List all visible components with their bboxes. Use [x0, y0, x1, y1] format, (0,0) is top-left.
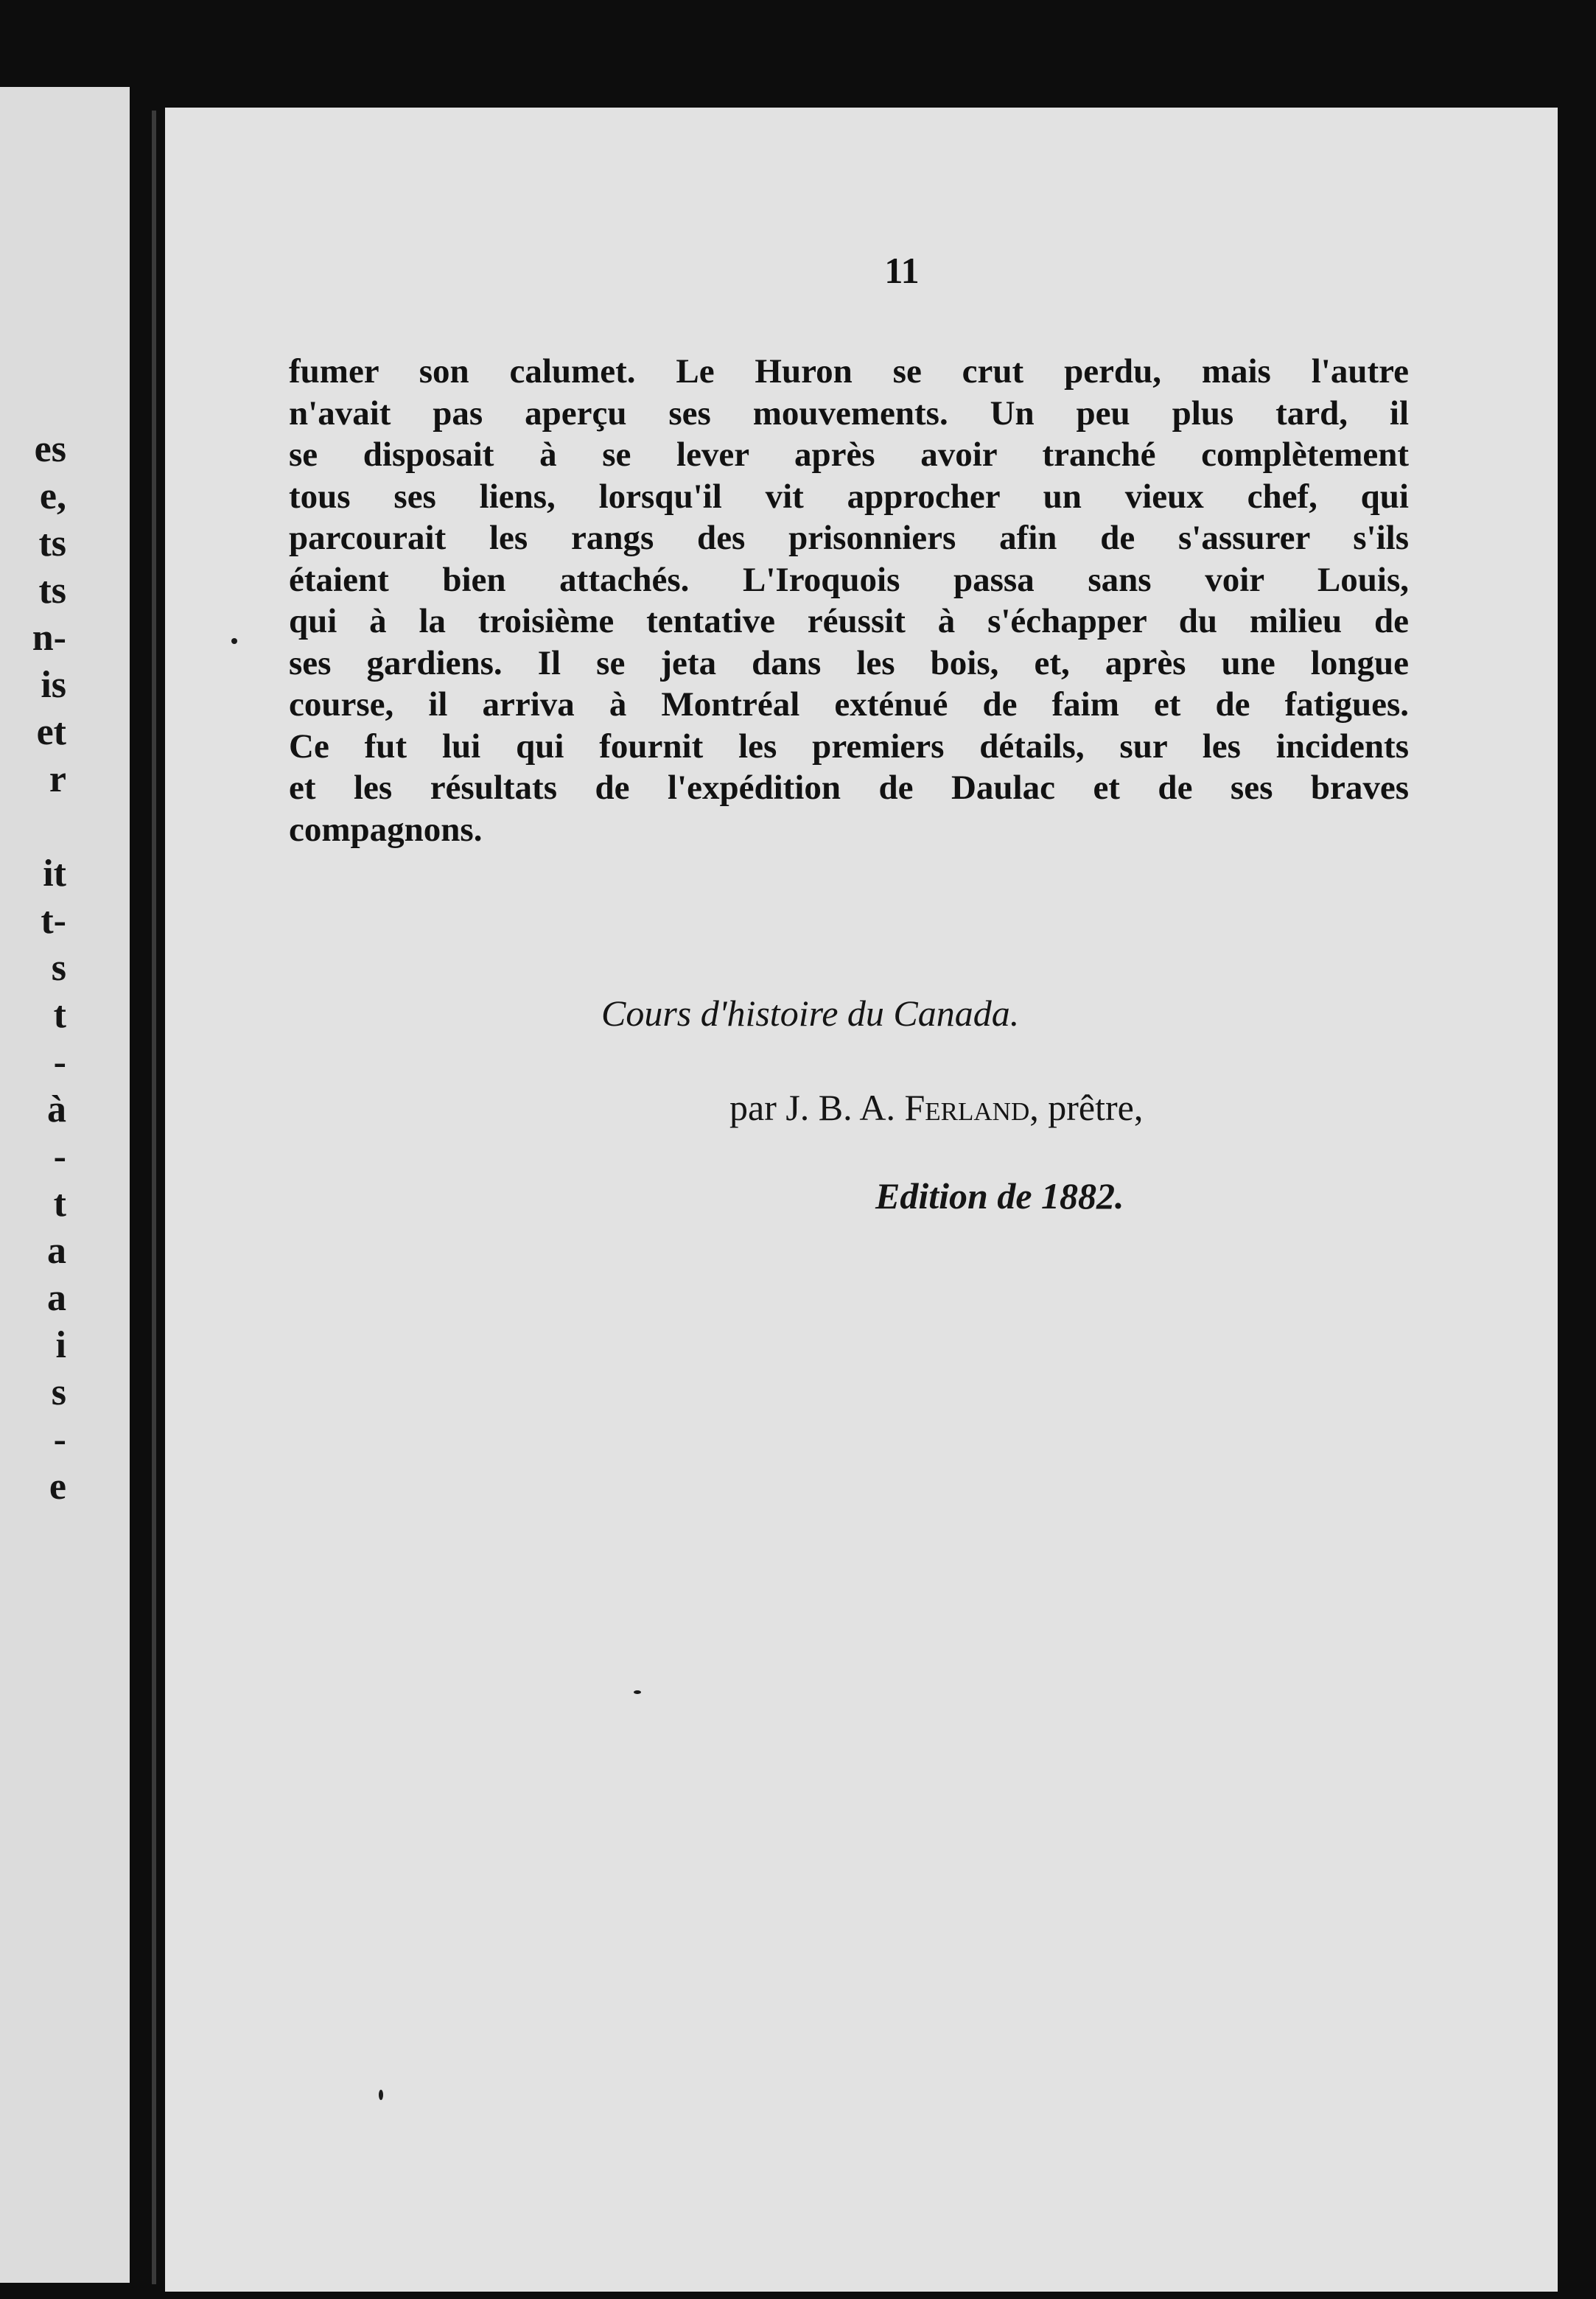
source-title: Cours d'histoire du Canada. [601, 993, 1020, 1034]
author-suffix: , prêtre, [1029, 1087, 1144, 1128]
body-line: étaient bien attachés. L'Iroquois passa sans voir Louis, [289, 560, 1409, 599]
body-line: se disposait à se lever après avoir tranché complètement [289, 435, 1409, 474]
body-line: parcourait les rangs des prisonniers afin de s'assurer s'ils [289, 519, 1409, 557]
scan-speck [379, 2090, 383, 2100]
left-page-fragment: et [36, 711, 66, 753]
page-number: 11 [884, 250, 920, 291]
left-page-fragment: i [55, 1324, 66, 1366]
body-line: course, il arriva à Montréal exténué de faim et de fatigues. [289, 685, 1409, 724]
author-name: Ferland [904, 1087, 1030, 1128]
body-line: Ce fut lui qui fournit les premiers détails, sur les incidents [289, 727, 1409, 766]
scan-speck [231, 638, 237, 644]
author-line [729, 1086, 1143, 1129]
scan-speck [634, 1690, 641, 1694]
left-page-fragment: r [49, 758, 66, 800]
left-page-fragment: e, [39, 475, 66, 517]
left-page-fragment: ts [38, 522, 66, 564]
left-page-fragment: a [47, 1277, 66, 1319]
left-page-fragment: - [53, 1041, 66, 1083]
body-line: tous ses liens, lorsqu'il vit approcher un vieux chef, qui [289, 477, 1409, 516]
body-line: compagnons. [289, 810, 483, 849]
left-page-fragment: es [34, 428, 66, 470]
body-line: ses gardiens. Il se jeta dans les bois, et, après une longue [289, 643, 1409, 682]
left-page-fragment: it [43, 853, 66, 895]
left-page-fragment: s [51, 947, 66, 989]
body-line: fumer son calumet. Le Huron se crut perdu, mais l'autre [289, 352, 1409, 391]
left-page-fragment: - [53, 1135, 66, 1178]
left-page-fragment: n- [32, 617, 66, 659]
left-page-fragment: ts [38, 570, 66, 612]
body-line: et les résultats de l'expédition de Daulac et de ses braves [289, 769, 1409, 807]
left-page-fragment: e [49, 1466, 66, 1508]
body-line: n'avait pas aperçu ses mouvements. Un peu plus tard, il [289, 393, 1409, 433]
left-page-fragment: a [47, 1230, 66, 1272]
left-page-fragment: t- [41, 900, 66, 942]
edition-line: Edition de 1882. [875, 1175, 1124, 1217]
left-page-fragment: à [47, 1088, 66, 1130]
left-page-fragment: t [53, 994, 66, 1036]
body-paragraph [289, 351, 1409, 850]
left-page-text-fragments [0, 426, 130, 1511]
author-prefix: par J. B. A. [729, 1087, 905, 1128]
left-page-fragment: s [51, 1371, 66, 1413]
gutter-shadow-line [152, 111, 156, 2284]
body-line: qui à la troisième tentative réussit à s'échapper du milieu de [289, 602, 1409, 640]
book-gutter [130, 66, 165, 2299]
left-facing-page [0, 87, 130, 2283]
left-page-fragment [0, 803, 130, 850]
left-page-fragment: - [53, 1418, 66, 1460]
left-page-fragment: is [41, 664, 66, 706]
left-page-fragment: t [53, 1183, 66, 1225]
main-page [165, 108, 1558, 2292]
